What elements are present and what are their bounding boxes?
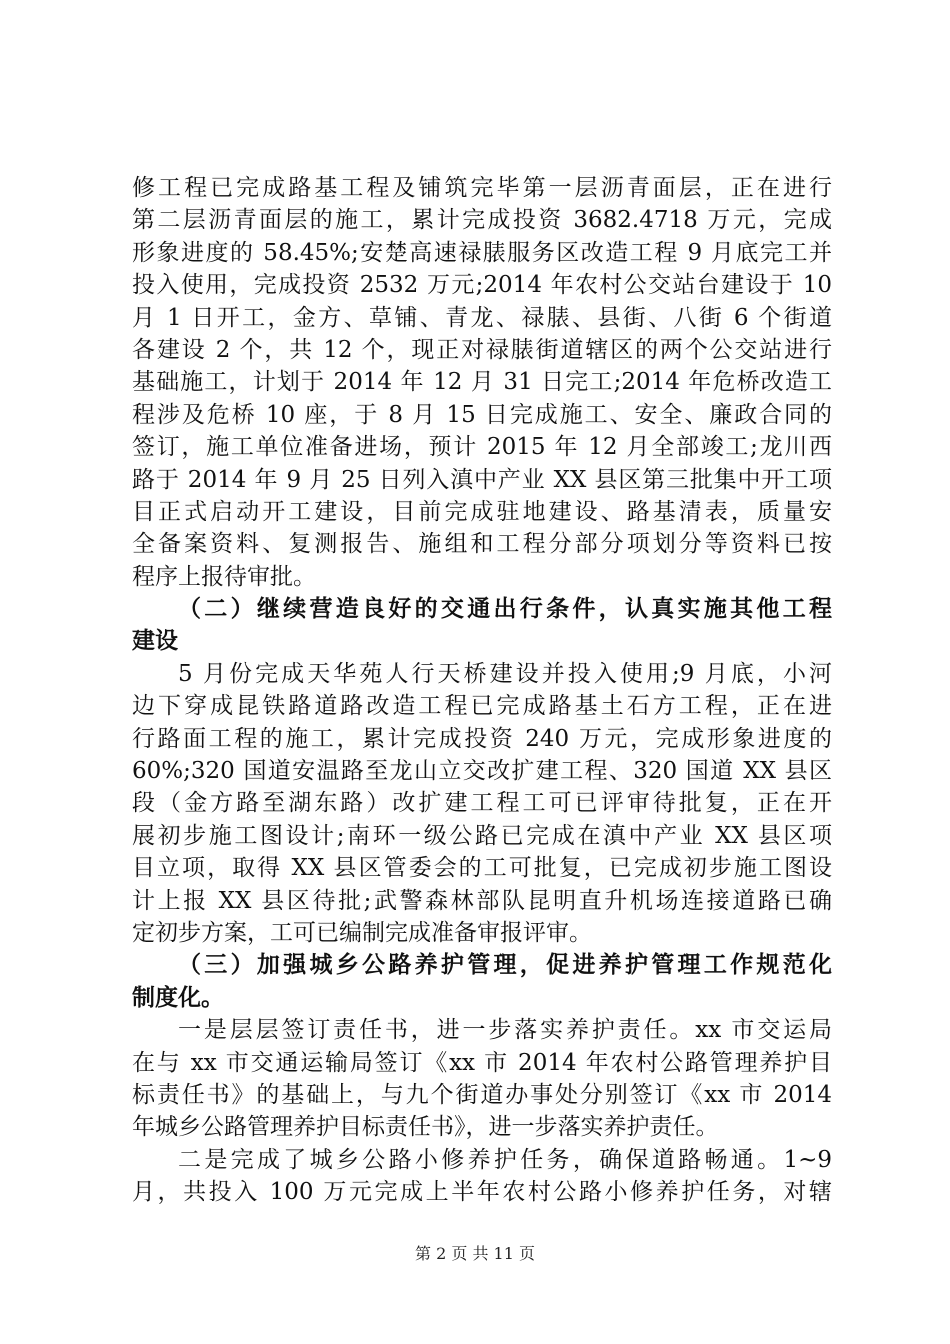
paragraph-line: 5 月份完成天华苑人行天桥建设并投入使用;9 月底，小河 (178, 660, 832, 687)
paragraph-line: 基础施工，计划于 2014 年 12 月 31 日完工;2014 年危桥改造工 (132, 369, 832, 396)
paragraph-line: 60%;320 国道安温路至龙山立交改扩建工程、320 国道 XX 县区 (132, 758, 832, 785)
paragraph-line: 边下穿成昆铁路道路改造工程已完成路基土石方工程，正在进 (132, 693, 832, 720)
section-heading-line: （三）加强城乡公路养护管理，促进养护管理工作规范化 (178, 952, 832, 979)
paragraph-line: 段（金方路至湖东路）改扩建工程工可已评审待批复，正在开 (132, 790, 832, 817)
paragraph-line: 月，共投入 100 万元完成上半年农村公路小修养护任务，对辖 (132, 1179, 832, 1206)
paragraph-line: 目立项，取得 XX 县区管委会的工可批复，已完成初步施工图设 (132, 855, 832, 882)
section-heading-line: 建设 (132, 628, 178, 655)
paragraph-line: 形象进度的 58.45%;安楚高速禄脿服务区改造工程 9 月底完工并 (132, 239, 832, 266)
paragraph-line: 各建设 2 个，共 12 个，现正对禄脿街道辖区的两个公交站进行 (132, 336, 832, 363)
paragraph-line: 一是层层签订责任书，进一步落实养护责任。xx 市交运局 (178, 1017, 832, 1044)
paragraph-line: 二是完成了城乡公路小修养护任务，确保道路畅通。1~9 (178, 1146, 832, 1173)
paragraph-line: 修工程已完成路基工程及铺筑完毕第一层沥青面层，正在进行 (132, 175, 832, 201)
paragraph-line: 目正式启动开工建设，目前完成驻地建设、路基清表，质量安 (132, 498, 832, 525)
paragraph-line: 定初步方案，工可已编制完成准备审报评审。 (132, 919, 592, 946)
paragraph-line: 第二层沥青面层的施工，累计完成投资 3682.4718 万元，完成 (132, 207, 832, 234)
paragraph-line: 签订，施工单位准备进场，预计 2015 年 12 月全部竣工;龙川西 (132, 434, 832, 461)
paragraph-line: 在与 xx 市交通运输局签订《xx 市 2014 年农村公路管理养护目 (132, 1049, 832, 1076)
paragraph-line: 全备案资料、复测报告、施组和工程分部分项划分等资料已按 (132, 531, 832, 558)
page-footer: 第 2 页 共 11 页 (415, 1244, 535, 1263)
paragraph-line: 计上报 XX 县区待批;武警森林部队昆明直升机场连接道路已确 (132, 887, 832, 914)
paragraph-line: 路于 2014 年 9 月 25 日列入滇中产业 XX 县区第三批集中开工项 (132, 466, 832, 493)
section-heading-line: 制度化。 (132, 984, 224, 1011)
paragraph-line: 程涉及危桥 10 座，于 8 月 15 日完成施工、安全、廉政合同的 (132, 401, 832, 428)
body-text (132, 172, 832, 1209)
paragraph-line: 投入使用，完成投资 2532 万元;2014 年农村公交站台建设于 10 (132, 272, 832, 299)
paragraph-line: 月 1 日开工，金方、草铺、青龙、禄脿、县街、八街 6 个街道 (132, 304, 832, 331)
section-heading-line: （二）继续营造良好的交通出行条件，认真实施其他工程 (178, 596, 832, 623)
paragraph-line: 程序上报待审批。 (132, 563, 316, 590)
paragraph-line: 标责任书》的基础上，与九个街道办事处分别签订《xx 市 2014 (132, 1081, 832, 1108)
paragraph-line: 行路面工程的施工，累计完成投资 240 万元，完成形象进度的 (132, 725, 832, 752)
paragraph-line: 展初步施工图设计;南环一级公路已完成在滇中产业 XX 县区项 (132, 822, 832, 849)
paragraph-line: 年城乡公路管理养护目标责任书》，进一步落实养护责任。 (132, 1114, 719, 1141)
